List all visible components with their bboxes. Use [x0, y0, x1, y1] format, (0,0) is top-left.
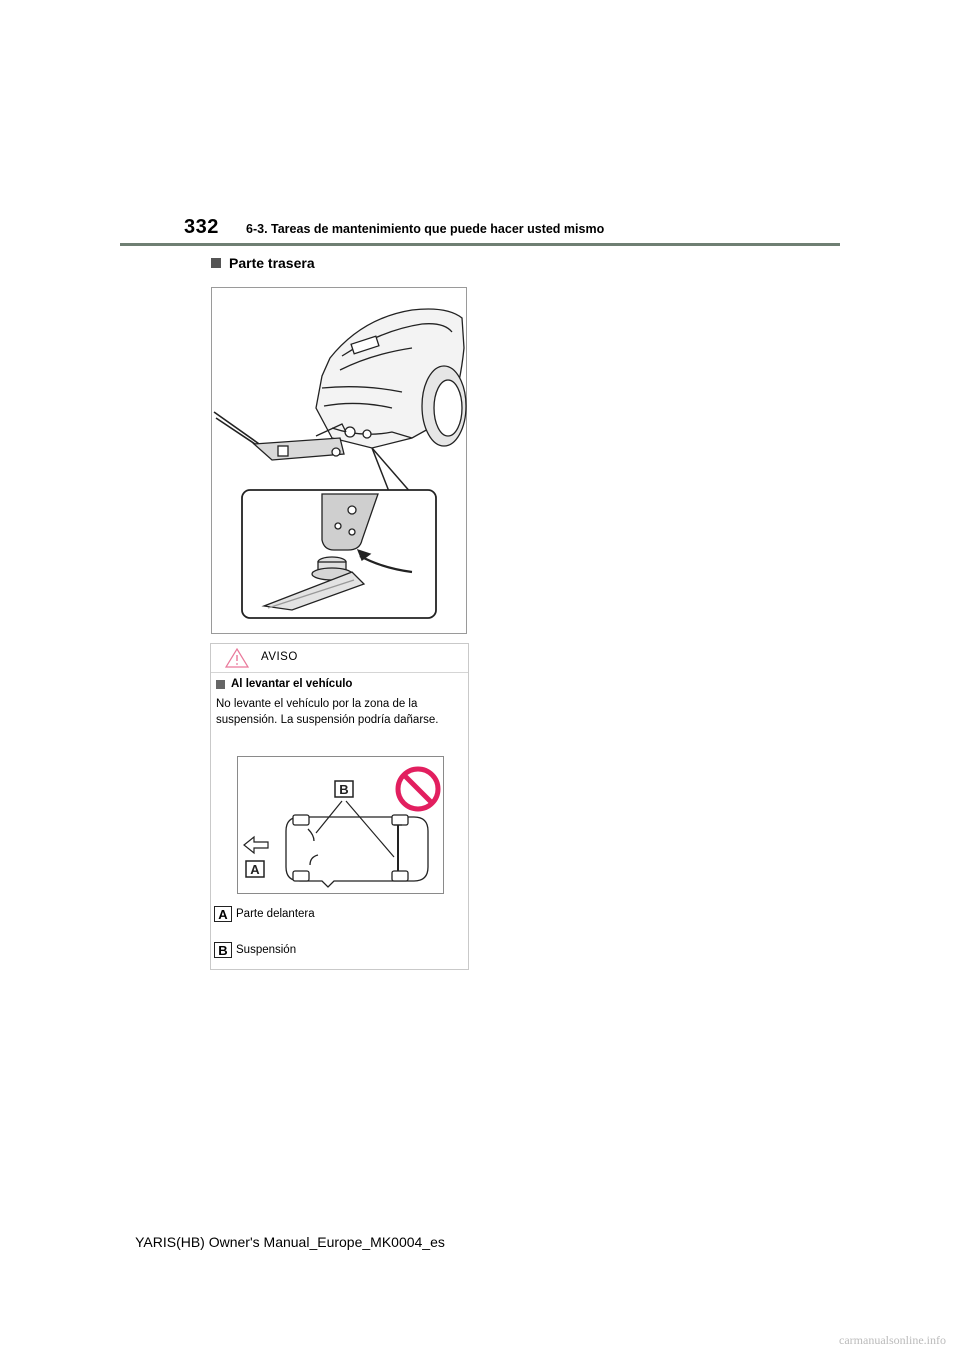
warning-body-text: No levante el vehículo por la zona de la suspensión. La suspensión podría dañarse. [216, 698, 439, 726]
subheading-rear [211, 255, 315, 271]
header-divider [120, 243, 840, 246]
footer-manual-id: YARIS(HB) Owner's Manual_Europe_MK0004_es [135, 1234, 445, 1250]
legend-item-a [214, 906, 315, 922]
legend-key-b: B [214, 942, 232, 958]
watermark-logo: carmanualsonline.info [839, 1333, 946, 1347]
warning-box [210, 643, 469, 970]
suspension-diagram [237, 756, 444, 894]
section-title: 6-3. Tareas de mantenimiento que puede hacer usted mismo [246, 222, 605, 236]
diagram-label-a: A [250, 862, 260, 877]
rear-jack-illustration [211, 287, 467, 634]
warning-subheading [216, 678, 352, 690]
warning-subheading-text: Al levantar el vehículo [231, 678, 353, 690]
diagram-label-b: B [339, 782, 349, 797]
legend-text-b: Suspensión [236, 944, 297, 956]
legend-key-a: A [214, 906, 232, 922]
warning-label: AVISO [261, 651, 298, 663]
legend-text-a: Parte delantera [236, 908, 315, 920]
square-bullet-icon [216, 680, 225, 689]
legend-item-b [214, 942, 296, 958]
square-bullet-icon [211, 258, 221, 268]
page-number: 332 [184, 216, 219, 238]
warning-header [211, 644, 468, 673]
jack-point-drawing [212, 288, 468, 635]
warning-triangle-icon [225, 648, 249, 668]
car-topview-diagram [238, 757, 445, 895]
subheading-text: Parte trasera [229, 255, 315, 271]
